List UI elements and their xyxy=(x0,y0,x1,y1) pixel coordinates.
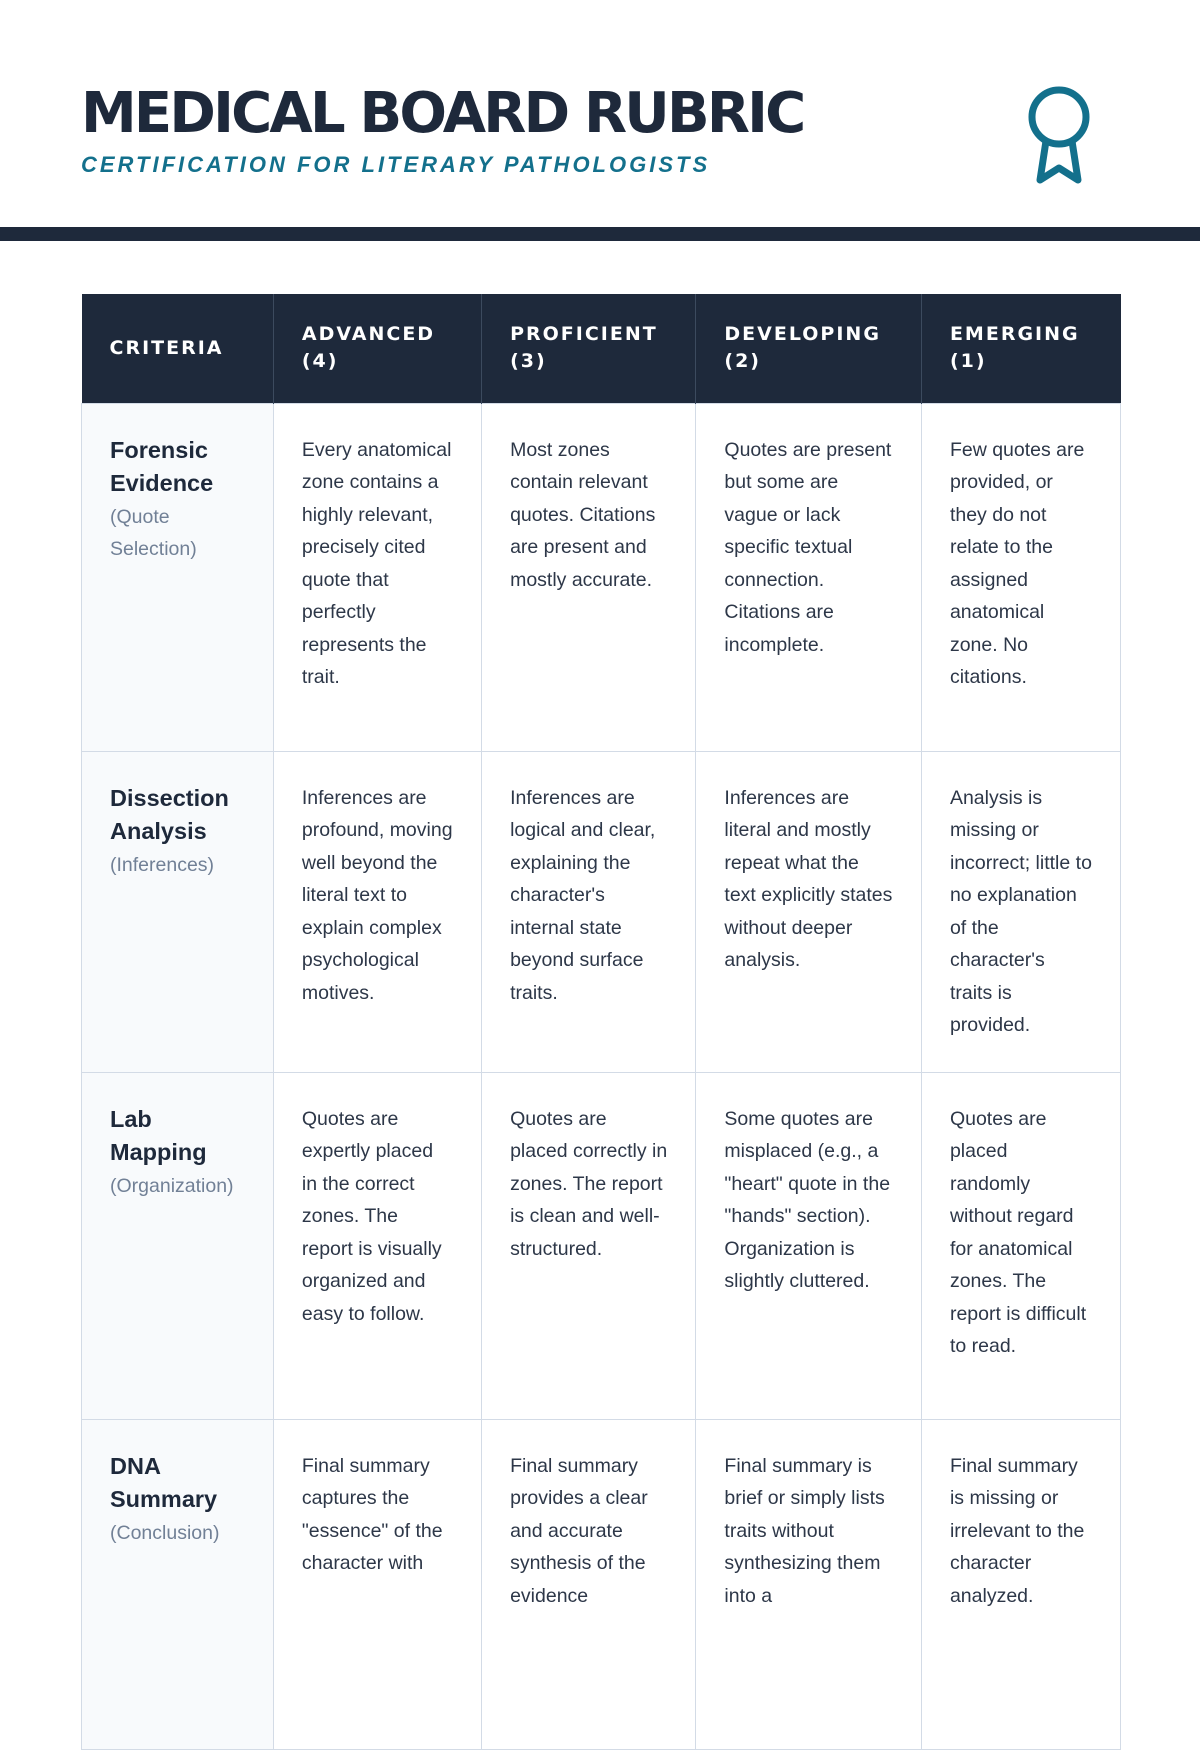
award-ribbon-icon xyxy=(1026,84,1092,186)
proficient-cell: Quotes are placed correctly in zones. The report is clean and well-structured. xyxy=(482,1072,696,1419)
table-row xyxy=(82,1072,1121,1419)
emerging-cell: Quotes are placed randomly without regard for anatomical zones. The report is difficult to read. xyxy=(921,1072,1120,1419)
advanced-cell: Inferences are profound, moving well beyond the literal text to explain complex psychological motives. xyxy=(273,751,481,1072)
emerging-cell: Few quotes are provided, or they do not relate to the assigned anatomical zone. No citations. xyxy=(921,403,1120,751)
developing-cell: Inferences are literal and mostly repeat what the text explicitly states without deeper analysis. xyxy=(696,751,922,1072)
table-header-row xyxy=(82,294,1121,403)
advanced-cell: Final summary captures the "essence" of the character with xyxy=(273,1419,481,1749)
criterion-subtitle: (Conclusion) xyxy=(110,1521,220,1544)
developing-cell: Some quotes are misplaced (e.g., a "heart" quote in the "hands" section). Organization is slightly cluttered. xyxy=(696,1072,922,1419)
criterion-cell xyxy=(82,1419,274,1749)
criterion-subtitle: (Organization) xyxy=(110,1174,234,1197)
developing-cell: Quotes are present but some are vague or lack specific textual connection. Citations are incomplete. xyxy=(696,403,922,751)
column-header-proficient: PROFICIENT (3) xyxy=(482,294,696,403)
table-row xyxy=(82,1419,1121,1749)
criterion-subtitle: (Inferences) xyxy=(110,853,215,876)
table-row xyxy=(82,751,1121,1072)
rubric-table xyxy=(81,294,1121,1750)
criterion-subtitle: (Quote Selection) xyxy=(110,505,197,560)
criterion-name: Dissection Analysis xyxy=(110,784,229,844)
column-header-criteria: CRITERIA xyxy=(82,294,274,403)
column-header-developing: DEVELOPING (2) xyxy=(696,294,922,403)
criterion-cell xyxy=(82,751,274,1072)
proficient-cell: Final summary provides a clear and accurate synthesis of the evidence xyxy=(482,1419,696,1749)
page-subtitle: CERTIFICATION FOR LITERARY PATHOLOGISTS xyxy=(81,152,711,177)
advanced-cell: Quotes are expertly placed in the correct zones. The report is visually organized and easy to follow. xyxy=(273,1072,481,1419)
criterion-name: Lab Mapping xyxy=(110,1105,207,1165)
proficient-cell: Inferences are logical and clear, explaining the character's internal state beyond surface traits. xyxy=(482,751,696,1072)
criterion-name: DNA Summary xyxy=(110,1452,218,1512)
proficient-cell: Most zones contain relevant quotes. Citations are present and mostly accurate. xyxy=(482,403,696,751)
criterion-cell xyxy=(82,403,274,751)
table-row xyxy=(82,403,1121,751)
column-header-emerging: EMERGING (1) xyxy=(921,294,1120,403)
criterion-cell xyxy=(82,1072,274,1419)
emerging-cell: Analysis is missing or incorrect; little to no explanation of the character's traits is provided. xyxy=(921,751,1120,1072)
advanced-cell: Every anatomical zone contains a highly relevant, precisely cited quote that perfectly represents the trait. xyxy=(273,403,481,751)
emerging-cell: Final summary is missing or irrelevant to the character analyzed. xyxy=(921,1419,1120,1749)
page-header xyxy=(81,0,1100,227)
page-title: MEDICAL BOARD RUBRIC xyxy=(81,81,804,146)
criterion-name: Forensic Evidence xyxy=(110,436,214,496)
column-header-advanced: ADVANCED (4) xyxy=(273,294,481,403)
header-divider xyxy=(0,227,1200,241)
developing-cell: Final summary is brief or simply lists traits without synthesizing them into a xyxy=(696,1419,922,1749)
